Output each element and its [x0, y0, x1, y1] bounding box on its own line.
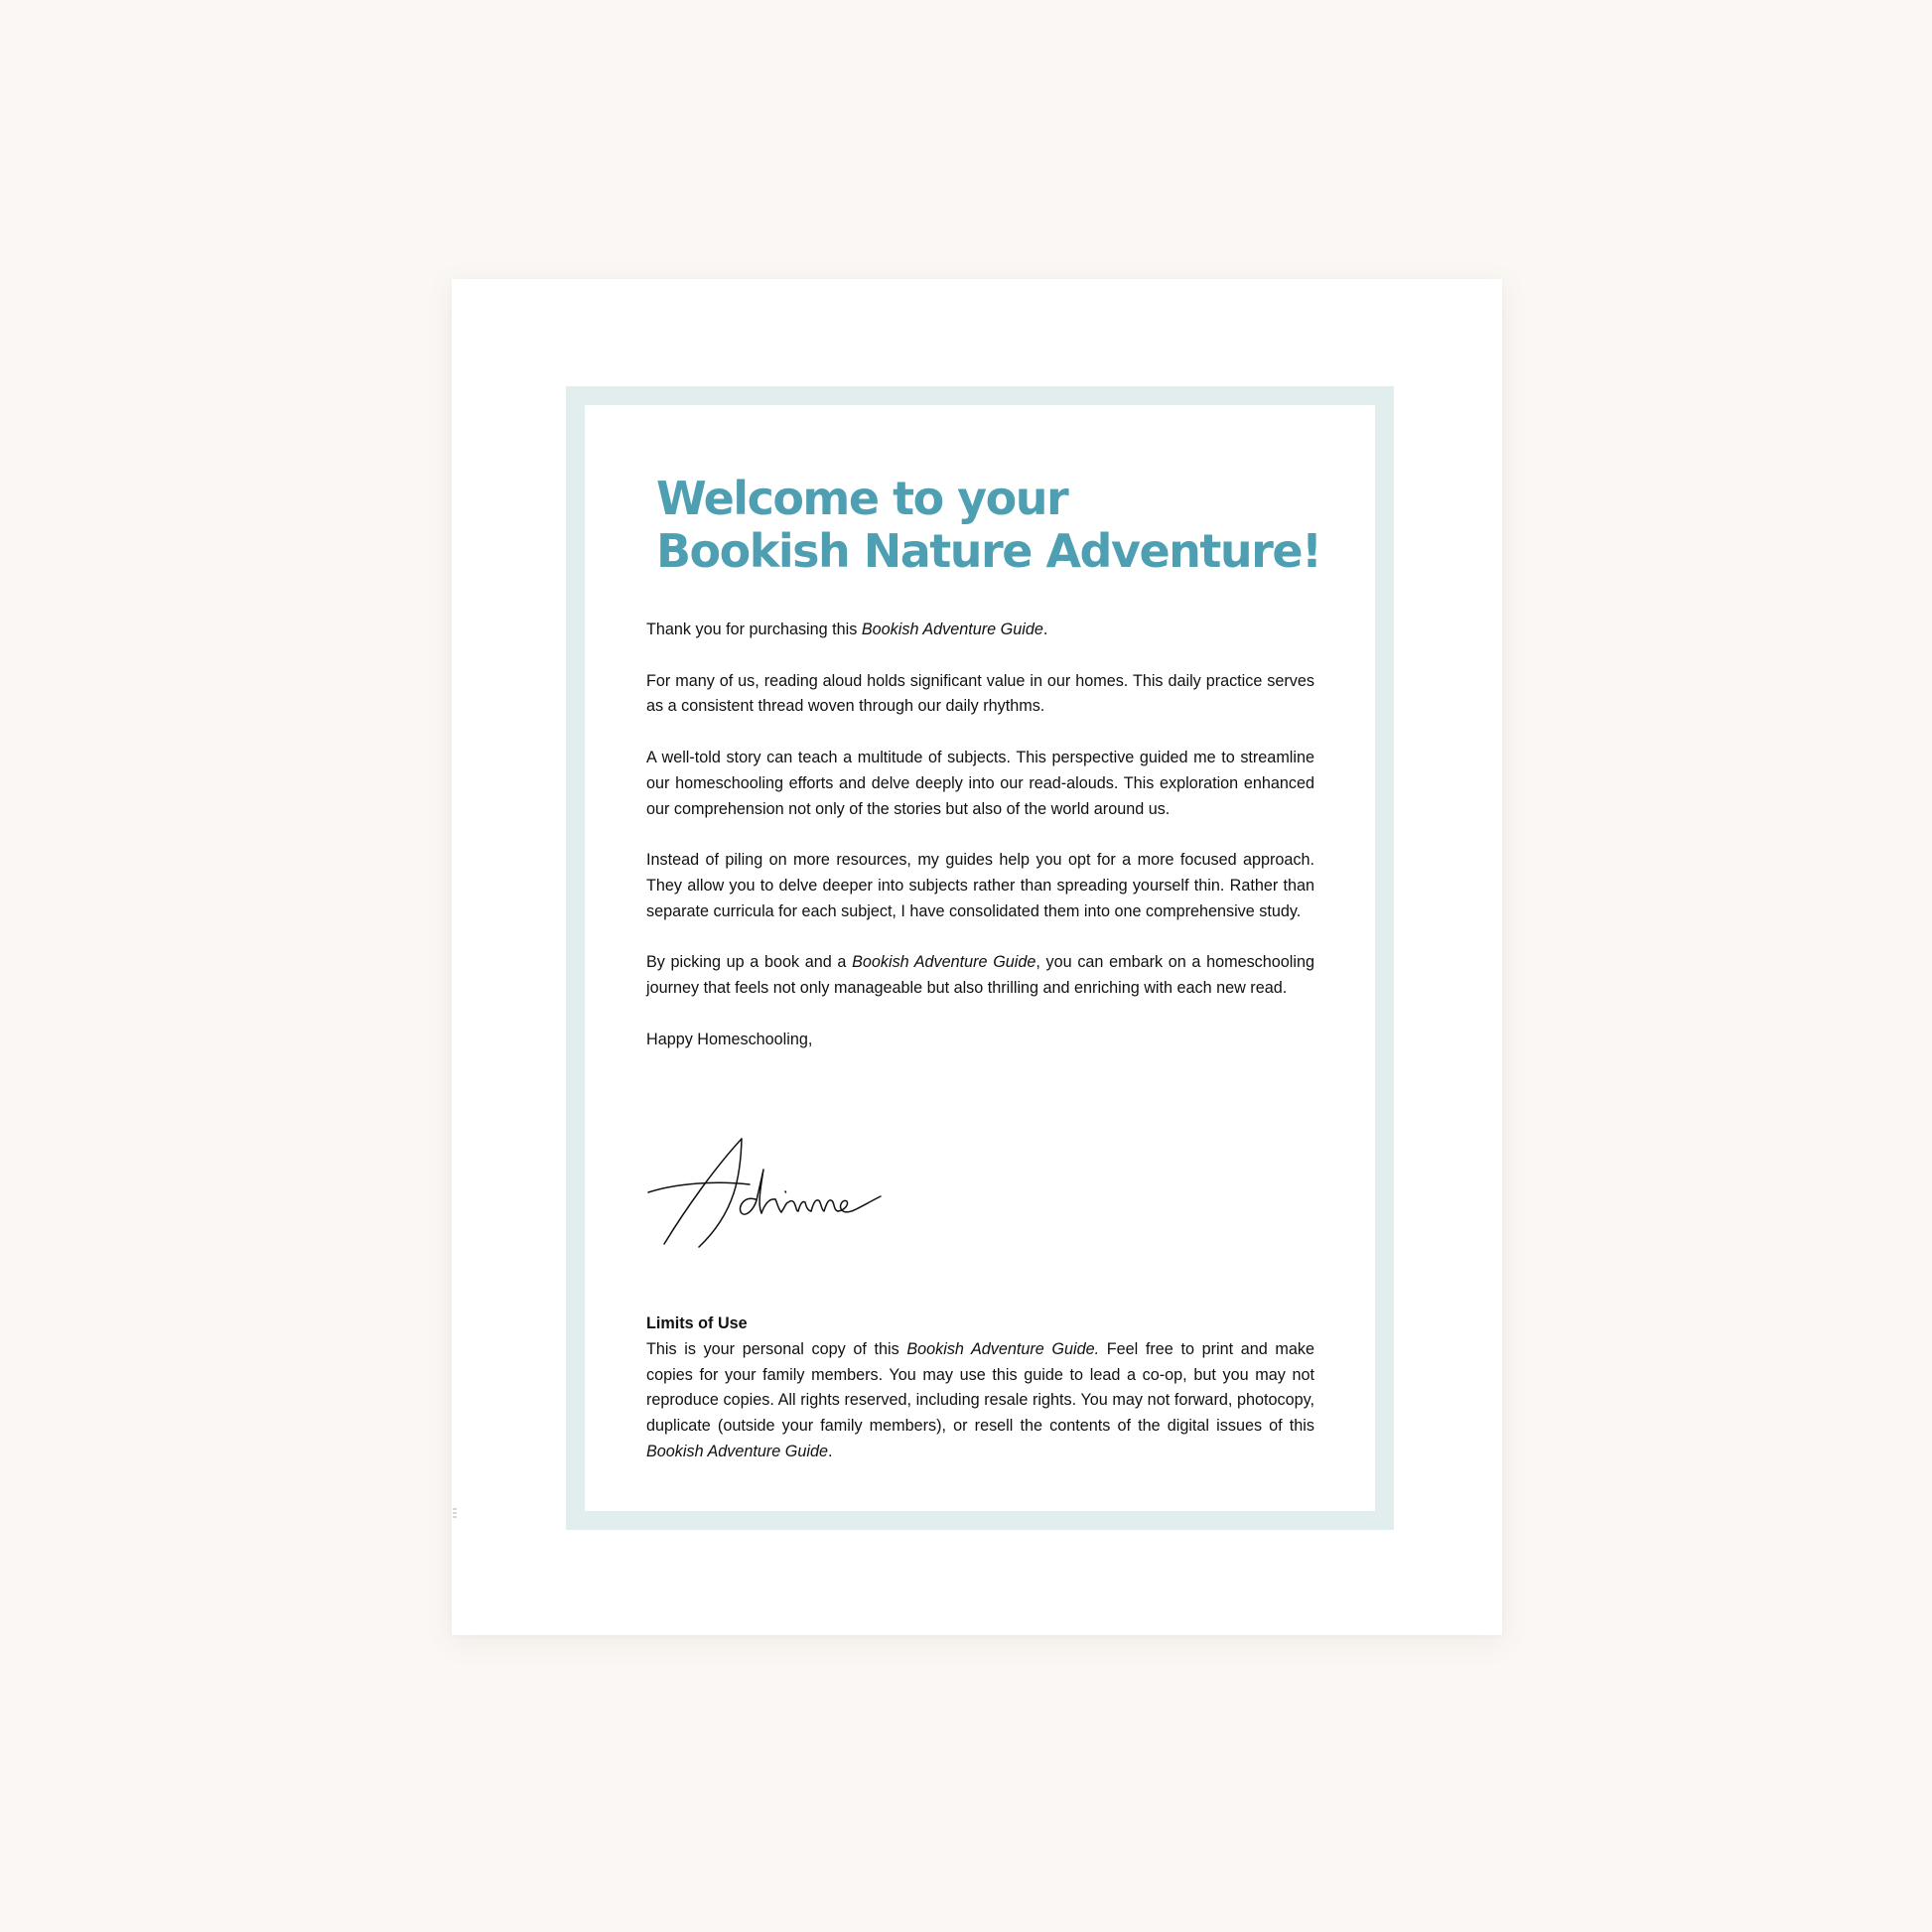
limits-of-use-section — [646, 1311, 1314, 1465]
paragraph-picking-up-book: By picking up a book and a Bookish Adventure Guide, you can embark on a homeschooling journey that feels not only manageable but also thrilling and enriching with each new read. — [646, 953, 1314, 998]
limits-heading: Limits of Use — [646, 1314, 748, 1332]
title-line-1: Welcome to your — [656, 472, 1068, 525]
guide-title-emphasis: Bookish Adventure Guide — [861, 621, 1043, 638]
guide-title-emphasis: Bookish Adventure Guide. — [906, 1339, 1100, 1358]
paragraph-reading-aloud: For many of us, reading aloud holds significant value in our homes. This daily practice serves as a consistent thread woven through our daily rhythms. — [646, 671, 1314, 716]
title-line-2: Bookish Nature Adventure! — [656, 524, 1321, 578]
crop-mark-icon — [452, 1507, 458, 1519]
letter-panel — [585, 405, 1375, 1511]
guide-title-emphasis: Bookish Adventure Guide — [646, 1442, 828, 1460]
paragraph-focused-approach: Instead of piling on more resources, my guides help you opt for a more focused approach. They allow you to delve deeper into subjects rather than spreading yourself thin. Rather than separate curricula for each subject, I have consolidated them into one comprehensive study. — [646, 851, 1314, 920]
guide-title-emphasis: Bookish Adventure Guide — [852, 953, 1036, 972]
page-title — [656, 473, 1351, 578]
closing-line: Happy Homeschooling, — [646, 1030, 813, 1048]
signature-adrianne — [646, 1137, 885, 1248]
letter-body — [646, 618, 1314, 1078]
paragraph-thank-you: Thank you for purchasing this Bookish Adventure Guide. — [646, 621, 1048, 638]
paragraph-well-told-story: A well-told story can teach a multitude of subjects. This perspective guided me to streamline our homeschooling efforts and delve deeply into our read-alouds. This exploration enhanced our comprehension not only of the stories but also of the world around us. — [646, 748, 1314, 818]
page-border-frame — [566, 386, 1394, 1530]
document-page — [452, 279, 1502, 1635]
limits-text: This is your personal copy of this Bookish Adventure Guide. Feel free to print and make copies for your family members. You may use this guide to lead a co-op, but you may not reproduce copies. All rights reserved, including resale rights. You may not forward, photocopy, duplicate (outside your family members), or resell the contents of the digital issues of this Bookish Adventure Guide. — [646, 1339, 1314, 1460]
